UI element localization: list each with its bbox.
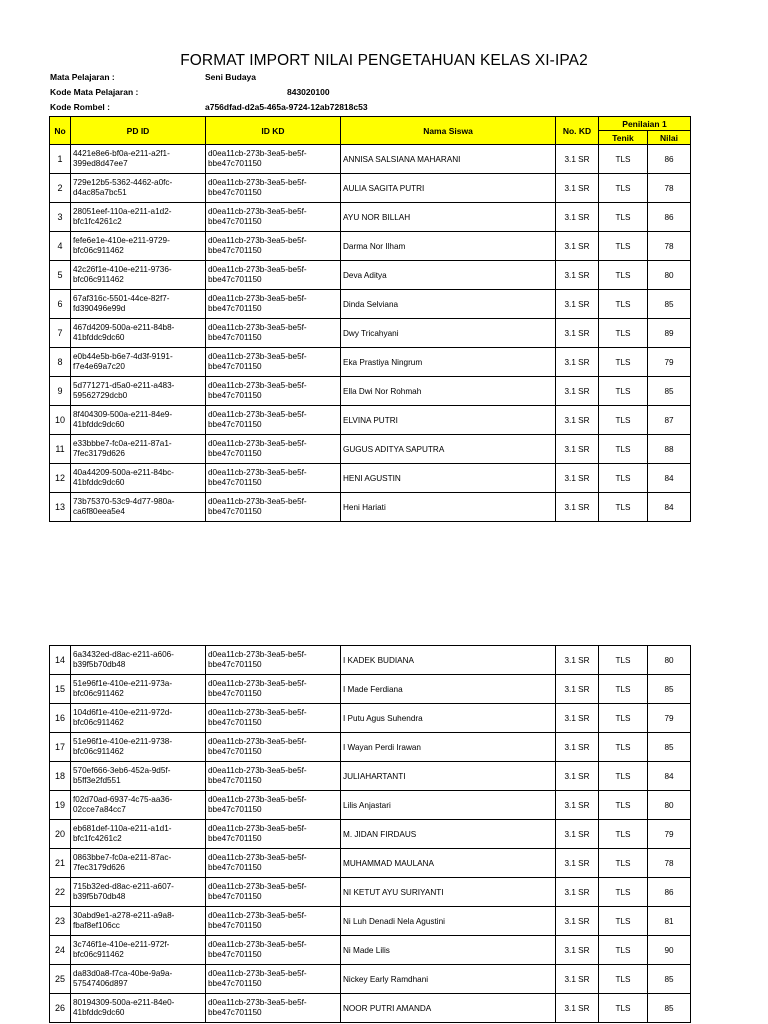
row-nilai: 85 (648, 965, 691, 994)
row-nama-siswa: AYU NOR BILLAH (341, 203, 556, 232)
table-row (50, 348, 691, 377)
row-pd-id: 51e96f1e-410e-e211-973a- bfc06c911462 (71, 675, 206, 704)
row-nama-siswa: I KADEK BUDIANA (341, 646, 556, 675)
row-id-kd: d0ea11cb-273b-3ea5-be5f- bbe47c701150 (206, 406, 341, 435)
row-nama-siswa: I Made Ferdiana (341, 675, 556, 704)
row-no: 26 (50, 994, 71, 1023)
row-nilai: 79 (648, 704, 691, 733)
row-pd-id: 4421e8e6-bf0a-e211-a2f1- 399ed8d47ee7 (71, 145, 206, 174)
table-row (50, 319, 691, 348)
row-no-kd: 3.1 SR (556, 174, 599, 203)
row-no: 6 (50, 290, 71, 319)
row-nama-siswa: ELVINA PUTRI (341, 406, 556, 435)
row-pd-id: 104d6f1e-410e-e211-972d- bfc06c911462 (71, 704, 206, 733)
row-pd-id: da83d0a8-f7ca-40be-9a9a- 57547406d897 (71, 965, 206, 994)
row-teknik: TLS (599, 493, 648, 522)
row-nama-siswa: Deva Aditya (341, 261, 556, 290)
row-nilai: 85 (648, 377, 691, 406)
row-nilai: 89 (648, 319, 691, 348)
row-no-kd: 3.1 SR (556, 907, 599, 936)
row-nama-siswa: Eka Prastiya Ningrum (341, 348, 556, 377)
row-teknik: TLS (599, 646, 648, 675)
row-pd-id: e33bbbe7-fc0a-e211-87a1- 7fec3179d626 (71, 435, 206, 464)
row-nilai: 78 (648, 849, 691, 878)
row-no: 7 (50, 319, 71, 348)
row-pd-id: 30abd9e1-a278-e211-a9a8- fbaf8ef106cc (71, 907, 206, 936)
row-nilai: 84 (648, 464, 691, 493)
row-id-kd: d0ea11cb-273b-3ea5-be5f- bbe47c701150 (206, 704, 341, 733)
table-row (50, 377, 691, 406)
row-no-kd: 3.1 SR (556, 849, 599, 878)
row-no: 1 (50, 145, 71, 174)
row-teknik: TLS (599, 435, 648, 464)
row-no-kd: 3.1 SR (556, 377, 599, 406)
row-id-kd: d0ea11cb-273b-3ea5-be5f- bbe47c701150 (206, 936, 341, 965)
row-no-kd: 3.1 SR (556, 733, 599, 762)
row-no: 19 (50, 791, 71, 820)
row-pd-id: 80194309-500a-e211-84e0- 41bfddc9dc60 (71, 994, 206, 1023)
row-no: 13 (50, 493, 71, 522)
row-id-kd: d0ea11cb-273b-3ea5-be5f- bbe47c701150 (206, 174, 341, 203)
row-no-kd: 3.1 SR (556, 406, 599, 435)
table-row (50, 675, 691, 704)
table-row (50, 174, 691, 203)
row-pd-id: 8f404309-500a-e211-84e9- 41bfddc9dc60 (71, 406, 206, 435)
row-nama-siswa: AULIA SAGITA PUTRI (341, 174, 556, 203)
row-pd-id: f02d70ad-6937-4c75-aa36- 02cce7a84cc7 (71, 791, 206, 820)
row-pd-id: 73b75370-53c9-4d77-980a- ca6f80eea5e4 (71, 493, 206, 522)
row-no: 20 (50, 820, 71, 849)
row-id-kd: d0ea11cb-273b-3ea5-be5f- bbe47c701150 (206, 203, 341, 232)
row-nilai: 90 (648, 936, 691, 965)
row-no: 5 (50, 261, 71, 290)
row-teknik: TLS (599, 965, 648, 994)
row-teknik: TLS (599, 907, 648, 936)
row-no: 12 (50, 464, 71, 493)
row-nilai: 78 (648, 232, 691, 261)
kode-mapel-value: 843020100 (287, 87, 330, 97)
row-pd-id: 570ef666-3eb6-452a-9d5f- b5ff3e2fd551 (71, 762, 206, 791)
kode-rombel-value: a756dfad-d2a5-465a-9724-12ab72818c53 (205, 102, 368, 112)
row-no: 2 (50, 174, 71, 203)
row-nilai: 85 (648, 290, 691, 319)
row-nama-siswa: Ella Dwi Nor Rohmah (341, 377, 556, 406)
row-teknik: TLS (599, 290, 648, 319)
row-id-kd: d0ea11cb-273b-3ea5-be5f- bbe47c701150 (206, 675, 341, 704)
row-id-kd: d0ea11cb-273b-3ea5-be5f- bbe47c701150 (206, 290, 341, 319)
row-id-kd: d0ea11cb-273b-3ea5-be5f- bbe47c701150 (206, 733, 341, 762)
row-nilai: 78 (648, 174, 691, 203)
row-no-kd: 3.1 SR (556, 878, 599, 907)
row-id-kd: d0ea11cb-273b-3ea5-be5f- bbe47c701150 (206, 878, 341, 907)
row-nama-siswa: HENI AGUSTIN (341, 464, 556, 493)
row-teknik: TLS (599, 849, 648, 878)
row-nama-siswa: Lilis Anjastari (341, 791, 556, 820)
row-no: 25 (50, 965, 71, 994)
row-id-kd: d0ea11cb-273b-3ea5-be5f- bbe47c701150 (206, 348, 341, 377)
table-row (50, 994, 691, 1023)
row-id-kd: d0ea11cb-273b-3ea5-be5f- bbe47c701150 (206, 435, 341, 464)
row-no-kd: 3.1 SR (556, 675, 599, 704)
row-id-kd: d0ea11cb-273b-3ea5-be5f- bbe47c701150 (206, 493, 341, 522)
row-no: 11 (50, 435, 71, 464)
row-pd-id: 67af316c-5501-44ce-82f7- fd390496e99d (71, 290, 206, 319)
row-nilai: 85 (648, 994, 691, 1023)
table-row (50, 849, 691, 878)
row-no: 9 (50, 377, 71, 406)
row-nilai: 79 (648, 348, 691, 377)
row-id-kd: d0ea11cb-273b-3ea5-be5f- bbe47c701150 (206, 145, 341, 174)
header-penilaian: Penilaian 1 (599, 117, 691, 131)
row-teknik: TLS (599, 406, 648, 435)
grades-table-bottom (49, 645, 691, 1023)
row-id-kd: d0ea11cb-273b-3ea5-be5f- bbe47c701150 (206, 791, 341, 820)
row-nilai: 80 (648, 791, 691, 820)
row-nilai: 84 (648, 493, 691, 522)
row-nama-siswa: NI KETUT AYU SURIYANTI (341, 878, 556, 907)
row-teknik: TLS (599, 348, 648, 377)
row-pd-id: 51e96f1e-410e-e211-9738- bfc06c911462 (71, 733, 206, 762)
table-row (50, 464, 691, 493)
row-nama-siswa: JULIAHARTANTI (341, 762, 556, 791)
row-pd-id: e0b44e5b-b6e7-4d3f-9191- f7e4e69a7c20 (71, 348, 206, 377)
header-no-kd: No. KD (556, 117, 599, 145)
row-pd-id: 28051eef-110a-e211-a1d2- bfc1fc4261c2 (71, 203, 206, 232)
kode-rombel-label: Kode Rombel : (50, 102, 110, 112)
table-row (50, 261, 691, 290)
grades-table-top (49, 116, 691, 522)
row-teknik: TLS (599, 675, 648, 704)
row-pd-id: 715b32ed-d8ac-e211-a607- b39f5b70db48 (71, 878, 206, 907)
row-teknik: TLS (599, 232, 648, 261)
row-teknik: TLS (599, 820, 648, 849)
row-no-kd: 3.1 SR (556, 704, 599, 733)
row-no-kd: 3.1 SR (556, 319, 599, 348)
table-row (50, 791, 691, 820)
header-id-kd: ID KD (206, 117, 341, 145)
row-no-kd: 3.1 SR (556, 145, 599, 174)
row-nilai: 88 (648, 435, 691, 464)
row-nilai: 80 (648, 261, 691, 290)
row-no-kd: 3.1 SR (556, 464, 599, 493)
row-teknik: TLS (599, 203, 648, 232)
header-teknik: Tenik (599, 131, 648, 145)
row-id-kd: d0ea11cb-273b-3ea5-be5f- bbe47c701150 (206, 849, 341, 878)
row-nama-siswa: GUGUS ADITYA SAPUTRA (341, 435, 556, 464)
row-nilai: 87 (648, 406, 691, 435)
table-row (50, 493, 691, 522)
row-no: 17 (50, 733, 71, 762)
table-row (50, 232, 691, 261)
row-nilai: 85 (648, 675, 691, 704)
row-teknik: TLS (599, 994, 648, 1023)
table-row (50, 406, 691, 435)
row-no: 16 (50, 704, 71, 733)
table-row (50, 646, 691, 675)
row-no-kd: 3.1 SR (556, 820, 599, 849)
row-teknik: TLS (599, 762, 648, 791)
header-pd-id: PD ID (71, 117, 206, 145)
row-no: 24 (50, 936, 71, 965)
page-title: FORMAT IMPORT NILAI PENGETAHUAN KELAS XI-IPA2 (180, 52, 588, 69)
row-nama-siswa: Darma Nor Ilham (341, 232, 556, 261)
table-row (50, 762, 691, 791)
row-nilai: 85 (648, 733, 691, 762)
row-pd-id: 5d771271-d5a0-e211-a483- 59562729dcb0 (71, 377, 206, 406)
row-teknik: TLS (599, 791, 648, 820)
table-row (50, 704, 691, 733)
table-row (50, 965, 691, 994)
row-nilai: 84 (648, 762, 691, 791)
header-no: No (50, 117, 71, 145)
row-teknik: TLS (599, 377, 648, 406)
row-nama-siswa: Heni Hariati (341, 493, 556, 522)
row-pd-id: 42c26f1e-410e-e211-9736- bfc06c911462 (71, 261, 206, 290)
row-teknik: TLS (599, 878, 648, 907)
row-nilai: 80 (648, 646, 691, 675)
row-no-kd: 3.1 SR (556, 791, 599, 820)
row-id-kd: d0ea11cb-273b-3ea5-be5f- bbe47c701150 (206, 646, 341, 675)
row-nama-siswa: I Wayan Perdi Irawan (341, 733, 556, 762)
row-nilai: 86 (648, 203, 691, 232)
row-no: 14 (50, 646, 71, 675)
row-nama-siswa: Ni Made Lilis (341, 936, 556, 965)
row-teknik: TLS (599, 174, 648, 203)
table-row (50, 435, 691, 464)
row-id-kd: d0ea11cb-273b-3ea5-be5f- bbe47c701150 (206, 261, 341, 290)
row-teknik: TLS (599, 733, 648, 762)
row-id-kd: d0ea11cb-273b-3ea5-be5f- bbe47c701150 (206, 319, 341, 348)
row-no-kd: 3.1 SR (556, 261, 599, 290)
row-id-kd: d0ea11cb-273b-3ea5-be5f- bbe47c701150 (206, 820, 341, 849)
row-no: 22 (50, 878, 71, 907)
table-row (50, 820, 691, 849)
row-teknik: TLS (599, 145, 648, 174)
row-nama-siswa: ANNISA SALSIANA MAHARANI (341, 145, 556, 174)
row-no: 15 (50, 675, 71, 704)
table-row (50, 733, 691, 762)
row-nama-siswa: I Putu Agus Suhendra (341, 704, 556, 733)
mata-pelajaran-label: Mata Pelajaran : (50, 72, 115, 82)
row-no-kd: 3.1 SR (556, 646, 599, 675)
row-id-kd: d0ea11cb-273b-3ea5-be5f- bbe47c701150 (206, 762, 341, 791)
row-no-kd: 3.1 SR (556, 203, 599, 232)
row-nama-siswa: Nickey Early Ramdhani (341, 965, 556, 994)
row-nilai: 79 (648, 820, 691, 849)
table-row (50, 907, 691, 936)
row-no: 23 (50, 907, 71, 936)
row-id-kd: d0ea11cb-273b-3ea5-be5f- bbe47c701150 (206, 232, 341, 261)
row-pd-id: 467d4209-500a-e211-84b8- 41bfddc9dc60 (71, 319, 206, 348)
row-no-kd: 3.1 SR (556, 762, 599, 791)
row-no-kd: 3.1 SR (556, 965, 599, 994)
row-id-kd: d0ea11cb-273b-3ea5-be5f- bbe47c701150 (206, 377, 341, 406)
row-nama-siswa: Ni Luh Denadi Nela Agustini (341, 907, 556, 936)
table-row (50, 203, 691, 232)
row-no-kd: 3.1 SR (556, 493, 599, 522)
table-row (50, 290, 691, 319)
row-pd-id: 3c746f1e-410e-e211-972f- bfc06c911462 (71, 936, 206, 965)
header-nama-siswa: Nama Siswa (341, 117, 556, 145)
row-no-kd: 3.1 SR (556, 232, 599, 261)
row-teknik: TLS (599, 319, 648, 348)
row-nilai: 81 (648, 907, 691, 936)
table-row (50, 878, 691, 907)
row-no: 18 (50, 762, 71, 791)
row-teknik: TLS (599, 704, 648, 733)
header-nilai: Nilai (648, 131, 691, 145)
row-nilai: 86 (648, 145, 691, 174)
row-nama-siswa: MUHAMMAD MAULANA (341, 849, 556, 878)
row-no-kd: 3.1 SR (556, 994, 599, 1023)
mata-pelajaran-value: Seni Budaya (205, 72, 257, 82)
table-row (50, 145, 691, 174)
row-pd-id: 40a44209-500a-e211-84bc- 41bfddc9dc60 (71, 464, 206, 493)
row-pd-id: fefe6e1e-410e-e211-9729- bfc06c911462 (71, 232, 206, 261)
row-pd-id: 6a3432ed-d8ac-e211-a606- b39f5b70db48 (71, 646, 206, 675)
row-nama-siswa: Dwy Tricahyani (341, 319, 556, 348)
row-id-kd: d0ea11cb-273b-3ea5-be5f- bbe47c701150 (206, 994, 341, 1023)
row-id-kd: d0ea11cb-273b-3ea5-be5f- bbe47c701150 (206, 464, 341, 493)
kode-mapel-label: Kode Mata Pelajaran : (50, 87, 139, 97)
row-no: 4 (50, 232, 71, 261)
row-no-kd: 3.1 SR (556, 290, 599, 319)
row-no-kd: 3.1 SR (556, 435, 599, 464)
row-nama-siswa: M. JIDAN FIRDAUS (341, 820, 556, 849)
row-nilai: 86 (648, 878, 691, 907)
row-no: 10 (50, 406, 71, 435)
table-row (50, 936, 691, 965)
row-id-kd: d0ea11cb-273b-3ea5-be5f- bbe47c701150 (206, 965, 341, 994)
row-teknik: TLS (599, 261, 648, 290)
row-id-kd: d0ea11cb-273b-3ea5-be5f- bbe47c701150 (206, 907, 341, 936)
row-nama-siswa: Dinda Selviana (341, 290, 556, 319)
row-teknik: TLS (599, 464, 648, 493)
row-pd-id: 729e12b5-5362-4462-a0fc- d4ac85a7bc51 (71, 174, 206, 203)
row-nama-siswa: NOOR PUTRI AMANDA (341, 994, 556, 1023)
row-pd-id: 0863bbe7-fc0a-e211-87ac- 7fec3179d626 (71, 849, 206, 878)
row-no: 3 (50, 203, 71, 232)
row-no: 21 (50, 849, 71, 878)
row-no-kd: 3.1 SR (556, 936, 599, 965)
row-teknik: TLS (599, 936, 648, 965)
row-no-kd: 3.1 SR (556, 348, 599, 377)
row-pd-id: eb681def-110a-e211-a1d1- bfc1fc4261c2 (71, 820, 206, 849)
row-no: 8 (50, 348, 71, 377)
